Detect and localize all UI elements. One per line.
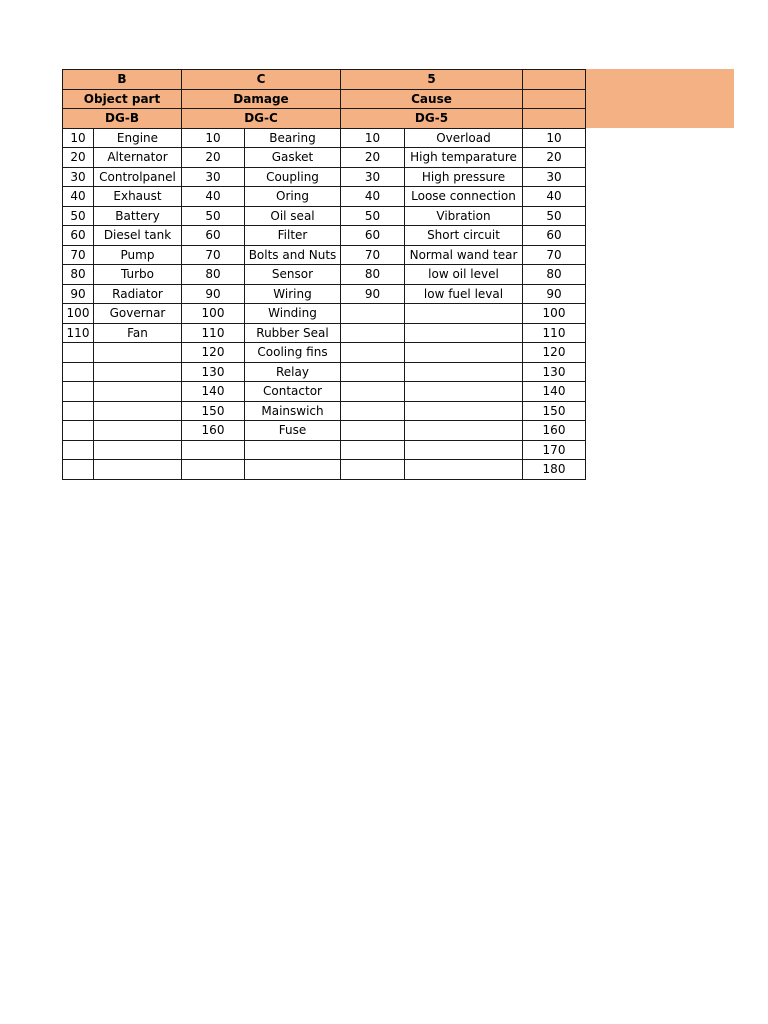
object-part-code-cell: 70 <box>63 245 94 265</box>
object-part-name-cell <box>94 440 182 460</box>
object-part-code-cell <box>63 382 94 402</box>
damage-name-cell: Rubber Seal <box>245 323 341 343</box>
object-part-name-cell <box>94 460 182 480</box>
cause-name-cell: Vibration <box>405 206 523 226</box>
cause-code-cell: 60 <box>341 226 405 246</box>
object-part-name-cell: Pump <box>94 245 182 265</box>
header-highlight-strip <box>586 69 734 128</box>
damage-code-cell <box>182 440 245 460</box>
extra-code-cell: 10 <box>523 128 586 148</box>
header-letter-c: C <box>182 70 341 90</box>
object-part-code-cell: 20 <box>63 148 94 168</box>
damage-code-table <box>62 69 586 480</box>
table-row <box>63 206 586 226</box>
cause-code-cell <box>341 323 405 343</box>
object-part-code-cell: 30 <box>63 167 94 187</box>
object-part-code-cell: 90 <box>63 284 94 304</box>
extra-code-cell: 150 <box>523 401 586 421</box>
cause-name-cell: low fuel leval <box>405 284 523 304</box>
table-row <box>63 187 586 207</box>
damage-code-cell: 150 <box>182 401 245 421</box>
damage-name-cell: Bearing <box>245 128 341 148</box>
object-part-code-cell: 10 <box>63 128 94 148</box>
table-row <box>63 304 586 324</box>
cause-name-cell: Normal wand tear <box>405 245 523 265</box>
damage-code-cell: 100 <box>182 304 245 324</box>
object-part-code-cell <box>63 440 94 460</box>
object-part-code-cell <box>63 421 94 441</box>
header-title-empty <box>523 89 586 109</box>
cause-code-cell <box>341 401 405 421</box>
header-row-titles <box>63 89 586 109</box>
damage-code-cell: 120 <box>182 343 245 363</box>
object-part-name-cell: Exhaust <box>94 187 182 207</box>
table-row <box>63 343 586 363</box>
cause-name-cell <box>405 421 523 441</box>
damage-name-cell: Bolts and Nuts <box>245 245 341 265</box>
header-row-letters <box>63 70 586 90</box>
table-row <box>63 421 586 441</box>
table-row <box>63 167 586 187</box>
damage-code-cell: 130 <box>182 362 245 382</box>
extra-code-cell: 20 <box>523 148 586 168</box>
cause-name-cell <box>405 440 523 460</box>
damage-code-cell: 80 <box>182 265 245 285</box>
object-part-name-cell <box>94 343 182 363</box>
object-part-code-cell: 50 <box>63 206 94 226</box>
extra-code-cell: 170 <box>523 440 586 460</box>
damage-name-cell: Winding <box>245 304 341 324</box>
object-part-name-cell: Fan <box>94 323 182 343</box>
cause-code-cell: 10 <box>341 128 405 148</box>
object-part-code-cell: 60 <box>63 226 94 246</box>
damage-code-cell: 20 <box>182 148 245 168</box>
table-row <box>63 382 586 402</box>
extra-code-cell: 120 <box>523 343 586 363</box>
cause-name-cell <box>405 382 523 402</box>
extra-code-cell: 60 <box>523 226 586 246</box>
cause-name-cell <box>405 460 523 480</box>
extra-code-cell: 140 <box>523 382 586 402</box>
cause-code-cell <box>341 440 405 460</box>
cause-name-cell: Short circuit <box>405 226 523 246</box>
damage-name-cell <box>245 460 341 480</box>
table-row <box>63 284 586 304</box>
header-letter-b: B <box>63 70 182 90</box>
table-row <box>63 148 586 168</box>
damage-name-cell: Mainswich <box>245 401 341 421</box>
cause-name-cell <box>405 323 523 343</box>
object-part-code-cell: 110 <box>63 323 94 343</box>
object-part-name-cell <box>94 401 182 421</box>
damage-name-cell: Sensor <box>245 265 341 285</box>
damage-name-cell: Relay <box>245 362 341 382</box>
table-row <box>63 440 586 460</box>
damage-code-cell: 140 <box>182 382 245 402</box>
cause-name-cell: Overload <box>405 128 523 148</box>
extra-code-cell: 30 <box>523 167 586 187</box>
cause-name-cell: High temparature <box>405 148 523 168</box>
cause-name-cell <box>405 401 523 421</box>
damage-code-cell: 10 <box>182 128 245 148</box>
extra-code-cell: 90 <box>523 284 586 304</box>
damage-code-cell: 160 <box>182 421 245 441</box>
damage-code-cell: 90 <box>182 284 245 304</box>
damage-name-cell: Contactor <box>245 382 341 402</box>
damage-name-cell <box>245 440 341 460</box>
object-part-code-cell: 40 <box>63 187 94 207</box>
damage-name-cell: Filter <box>245 226 341 246</box>
table-row <box>63 245 586 265</box>
extra-code-cell: 80 <box>523 265 586 285</box>
object-part-code-cell <box>63 362 94 382</box>
header-title-object-part: Object part <box>63 89 182 109</box>
extra-code-cell: 40 <box>523 187 586 207</box>
damage-name-cell: Oring <box>245 187 341 207</box>
cause-name-cell <box>405 362 523 382</box>
extra-code-cell: 180 <box>523 460 586 480</box>
table-row <box>63 323 586 343</box>
extra-code-cell: 70 <box>523 245 586 265</box>
header-title-cause: Cause <box>341 89 523 109</box>
object-part-code-cell: 80 <box>63 265 94 285</box>
extra-code-cell: 110 <box>523 323 586 343</box>
cause-name-cell <box>405 304 523 324</box>
cause-code-cell: 50 <box>341 206 405 226</box>
damage-name-cell: Coupling <box>245 167 341 187</box>
object-part-name-cell <box>94 362 182 382</box>
object-part-name-cell: Radiator <box>94 284 182 304</box>
table-row <box>63 401 586 421</box>
object-part-code-cell: 100 <box>63 304 94 324</box>
cause-code-cell <box>341 421 405 441</box>
damage-name-cell: Cooling fins <box>245 343 341 363</box>
object-part-name-cell: Controlpanel <box>94 167 182 187</box>
cause-code-cell: 70 <box>341 245 405 265</box>
damage-code-cell: 110 <box>182 323 245 343</box>
cause-code-cell <box>341 362 405 382</box>
damage-code-cell: 70 <box>182 245 245 265</box>
cause-name-cell: High pressure <box>405 167 523 187</box>
object-part-name-cell <box>94 382 182 402</box>
object-part-name-cell: Engine <box>94 128 182 148</box>
cause-code-cell: 20 <box>341 148 405 168</box>
object-part-name-cell: Battery <box>94 206 182 226</box>
object-part-code-cell <box>63 401 94 421</box>
object-part-code-cell <box>63 460 94 480</box>
header-code-dg-5: DG-5 <box>341 109 523 129</box>
object-part-name-cell: Alternator <box>94 148 182 168</box>
damage-name-cell: Oil seal <box>245 206 341 226</box>
damage-code-cell: 60 <box>182 226 245 246</box>
object-part-code-cell <box>63 343 94 363</box>
damage-code-cell: 40 <box>182 187 245 207</box>
cause-code-cell: 30 <box>341 167 405 187</box>
cause-code-cell: 80 <box>341 265 405 285</box>
extra-code-cell: 130 <box>523 362 586 382</box>
table-row <box>63 362 586 382</box>
cause-code-cell <box>341 460 405 480</box>
cause-code-cell: 90 <box>341 284 405 304</box>
header-row-codes <box>63 109 586 129</box>
damage-name-cell: Fuse <box>245 421 341 441</box>
cause-code-cell <box>341 304 405 324</box>
object-part-name-cell: Turbo <box>94 265 182 285</box>
table-row <box>63 265 586 285</box>
header-code-dg-c: DG-C <box>182 109 341 129</box>
extra-code-cell: 160 <box>523 421 586 441</box>
table-row <box>63 460 586 480</box>
header-code-dg-b: DG-B <box>63 109 182 129</box>
table-row <box>63 226 586 246</box>
damage-code-cell <box>182 460 245 480</box>
damage-code-cell: 50 <box>182 206 245 226</box>
damage-code-cell: 30 <box>182 167 245 187</box>
header-code-empty <box>523 109 586 129</box>
cause-name-cell <box>405 343 523 363</box>
object-part-name-cell: Governar <box>94 304 182 324</box>
header-title-damage: Damage <box>182 89 341 109</box>
header-letter-empty <box>523 70 586 90</box>
extra-code-cell: 100 <box>523 304 586 324</box>
table-row <box>63 128 586 148</box>
object-part-name-cell: Diesel tank <box>94 226 182 246</box>
cause-name-cell: Loose connection <box>405 187 523 207</box>
cause-code-cell <box>341 343 405 363</box>
header-letter-5: 5 <box>341 70 523 90</box>
cause-code-cell <box>341 382 405 402</box>
damage-name-cell: Wiring <box>245 284 341 304</box>
cause-code-cell: 40 <box>341 187 405 207</box>
object-part-name-cell <box>94 421 182 441</box>
damage-name-cell: Gasket <box>245 148 341 168</box>
extra-code-cell: 50 <box>523 206 586 226</box>
cause-name-cell: low oil level <box>405 265 523 285</box>
